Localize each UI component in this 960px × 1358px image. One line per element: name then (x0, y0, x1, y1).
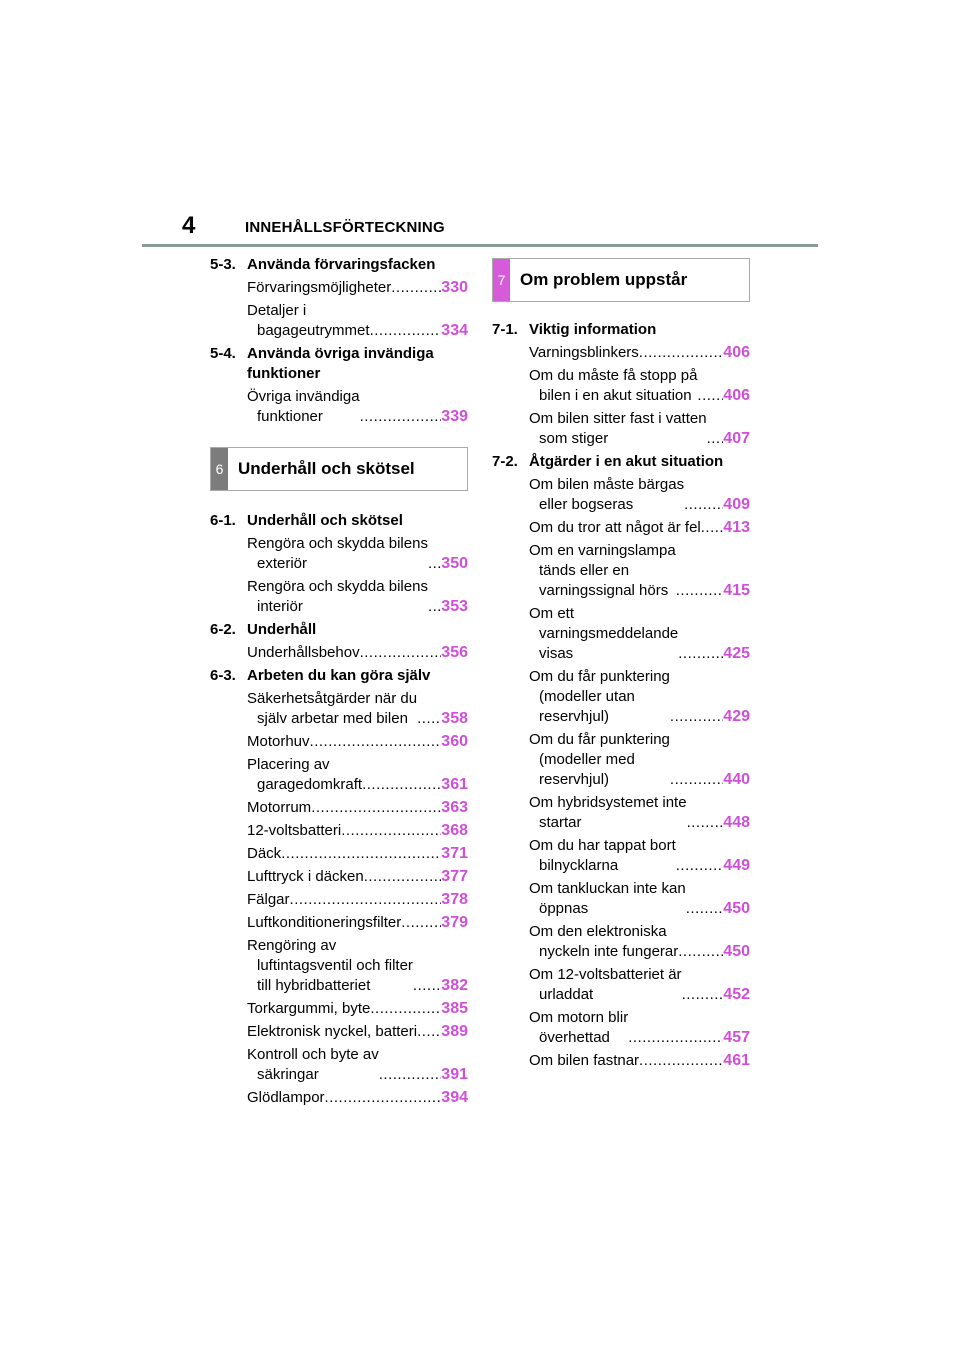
toc-page-link[interactable]: 334 (441, 322, 468, 339)
toc-entry-label: Förvaringsmöjligheter (247, 279, 392, 296)
toc-page-link[interactable]: 394 (441, 1089, 468, 1106)
toc-entry[interactable] (529, 409, 750, 449)
dot-leader (325, 1088, 442, 1108)
toc-page-link[interactable]: 363 (441, 799, 468, 816)
toc-entry[interactable] (247, 890, 468, 910)
toc-entry[interactable] (529, 366, 750, 406)
toc-page-link[interactable]: 358 (441, 710, 468, 727)
dot-leader (701, 518, 724, 538)
toc-entry[interactable] (529, 1008, 750, 1048)
section-number: 5-4. (210, 345, 236, 362)
dot-leader (364, 867, 442, 887)
toc-entry-label: Om ett varningsmeddelande visas (529, 605, 679, 662)
chapter-7-box[interactable] (492, 258, 750, 302)
section-entries (210, 689, 468, 1108)
section-entries (210, 534, 468, 617)
section-title: Använda förvaringsfacken (247, 256, 436, 273)
toc-page-link[interactable]: 406 (723, 344, 750, 361)
toc-entry[interactable] (247, 1022, 468, 1042)
dot-leader (686, 899, 724, 919)
toc-entry[interactable] (247, 913, 468, 933)
toc-entry[interactable] (247, 755, 468, 795)
toc-entry-label: Underhållsbehov (247, 644, 360, 661)
dot-leader (428, 554, 441, 574)
toc-entry-label: Om motorn blir överhettad (529, 1009, 629, 1046)
toc-entry-label: Om du måste få stopp på bilen i en akut situation (529, 367, 698, 404)
toc-entry[interactable] (247, 999, 468, 1019)
toc-entry[interactable] (529, 475, 750, 515)
dot-leader (362, 775, 441, 795)
section-number: 6-3. (210, 667, 236, 684)
toc-page-link[interactable]: 457 (723, 1029, 750, 1046)
chapter-tab: 6 (211, 448, 228, 490)
dot-leader (639, 343, 724, 363)
section-number: 6-1. (210, 512, 236, 529)
toc-entry-label: Glödlampor (247, 1089, 325, 1106)
toc-page-link[interactable]: 449 (723, 857, 750, 874)
toc-entry[interactable] (529, 922, 750, 962)
toc-entry-label: Lufttryck i däcken (247, 868, 364, 885)
dot-leader (401, 913, 441, 933)
toc-entry-label: Kontroll och byte av säkringar (247, 1046, 379, 1083)
toc-entry[interactable] (529, 730, 750, 790)
chapter-title: Underhåll och skötsel (238, 459, 415, 478)
toc-entry-label: Detaljer i bagageutrymmet (247, 302, 370, 339)
dot-leader (360, 643, 442, 663)
toc-entry-label: Motorrum (247, 799, 312, 816)
toc-page-link[interactable]: 356 (441, 644, 468, 661)
toc-page-link[interactable]: 413 (723, 519, 750, 536)
section-title: Arbeten du kan göra själv (247, 667, 431, 684)
dot-leader (678, 644, 723, 664)
toc-entry[interactable] (529, 965, 750, 1005)
dot-leader (413, 976, 441, 996)
section-heading (492, 320, 750, 340)
toc-entry-label: Om du har tappat bort bilnycklarna (529, 837, 676, 874)
dot-leader (678, 942, 723, 962)
toc-entry-label: Om 12-voltsbatteriet är urladdat (529, 966, 682, 1003)
dot-leader (370, 321, 442, 341)
toc-page-link[interactable]: 382 (441, 977, 468, 994)
toc-entry[interactable] (247, 1088, 468, 1108)
toc-entry-label: Om du får punktering (modeller utan reservhjul) (529, 668, 670, 725)
toc-entry-label: Torkargummi, byte (247, 1000, 371, 1017)
dot-leader (360, 407, 442, 427)
chapter-6-box[interactable] (210, 447, 468, 491)
toc-entry-label: Om en varningslampa tänds eller en varningssignal hörs (529, 542, 676, 599)
section-number: 6-2. (210, 621, 236, 638)
toc-page-link[interactable]: 377 (441, 868, 468, 885)
section-title: Viktig information (529, 321, 657, 338)
toc-page-link[interactable]: 407 (723, 430, 750, 447)
toc-page-link[interactable]: 360 (441, 733, 468, 750)
dot-leader (628, 1028, 723, 1048)
dot-leader (290, 890, 442, 910)
toc-entry-label: Om den elektroniska nyckeln inte fungerar (529, 923, 679, 960)
toc-entry[interactable] (247, 821, 468, 841)
dot-leader (428, 597, 441, 617)
dot-leader (311, 798, 441, 818)
section-entries (210, 643, 468, 663)
toc-entry[interactable] (247, 867, 468, 887)
toc-page-link[interactable]: 409 (723, 496, 750, 513)
toc-entry-label: Fälgar (247, 891, 290, 908)
section-heading (492, 452, 750, 472)
toc-entry[interactable] (247, 732, 468, 752)
toc-entry[interactable] (247, 278, 468, 298)
toc-entry[interactable] (529, 518, 750, 538)
toc-entry-label: Om bilen sitter fast i vatten som stiger (529, 410, 707, 447)
toc-page-link[interactable]: 350 (441, 555, 468, 572)
toc-entry[interactable] (529, 793, 750, 833)
section-heading (210, 620, 468, 640)
chapter-tab: 7 (493, 259, 510, 301)
toc-entry-label: Elektronisk nyckel, batteri (247, 1023, 418, 1040)
toc-entry[interactable] (529, 604, 750, 664)
toc-page-link[interactable]: 361 (441, 776, 468, 793)
header-title: INNEHÅLLSFÖRTECKNING (245, 219, 445, 236)
section-title: Underhåll (247, 621, 317, 638)
right-column (492, 252, 750, 1073)
toc-entry-label: Om hybridsystemet inte startar (529, 794, 687, 831)
toc-entry[interactable] (247, 936, 468, 996)
toc-entry-label: Säkerhetsåtgärder när du själv arbetar med bilen (247, 690, 418, 727)
toc-page-link[interactable]: 371 (441, 845, 468, 862)
dot-leader (670, 707, 723, 727)
toc-entry-label: Däck (247, 845, 282, 862)
section-heading (210, 344, 468, 384)
header-divider (142, 244, 818, 247)
toc-entry-label: Rengöra och skydda bilens exteriör (247, 535, 428, 572)
toc-entry-label: Motorhuv (247, 733, 310, 750)
dot-leader (684, 495, 723, 515)
toc-entry[interactable] (529, 343, 750, 363)
toc-entry[interactable] (247, 1045, 468, 1085)
dot-leader (697, 386, 723, 406)
dot-leader (676, 581, 724, 601)
toc-page-link[interactable]: 452 (723, 986, 750, 1003)
section-entries (210, 278, 468, 341)
toc-entry-label: Placering av garagedomkraft (247, 756, 363, 793)
toc-entry[interactable] (247, 643, 468, 663)
dot-leader (676, 856, 724, 876)
dot-leader (370, 999, 441, 1019)
left-column (210, 252, 468, 1110)
toc-entry-label: Rengöring av luftintagsventil och filter till hybridbatteriet (247, 937, 413, 994)
section-title: Åtgärder i en akut situation (529, 453, 724, 470)
toc-page-link[interactable]: 415 (723, 582, 750, 599)
toc-entry-label: Övriga invändiga funktioner (247, 388, 360, 425)
section-heading (210, 666, 468, 686)
toc-entry[interactable] (529, 1051, 750, 1071)
toc-entry-label: 12-voltsbatteri (247, 822, 342, 839)
section-number: 7-1. (492, 321, 518, 338)
toc-entry[interactable] (529, 541, 750, 601)
dot-leader (310, 732, 442, 752)
toc-entry-label: Varningsblinkers (529, 344, 639, 361)
section-title: Använda övriga invändiga funktioner (247, 345, 434, 382)
toc-page-link[interactable]: 379 (441, 914, 468, 931)
toc-entry[interactable] (247, 798, 468, 818)
section-number: 7-2. (492, 453, 518, 470)
toc-page-link[interactable]: 429 (723, 708, 750, 725)
chapter-title: Om problem uppstår (520, 270, 688, 289)
toc-entry[interactable] (247, 387, 468, 427)
toc-page-link[interactable]: 378 (441, 891, 468, 908)
toc-page-link[interactable]: 425 (723, 645, 750, 662)
section-heading (210, 511, 468, 531)
toc-entry[interactable] (247, 844, 468, 864)
toc-entry-label: Rengöra och skydda bilens interiör (247, 578, 428, 615)
toc-page-link[interactable]: 450 (723, 943, 750, 960)
toc-entry-label: Om du får punktering (modeller med reservhjul) (529, 731, 670, 788)
toc-page-link[interactable]: 339 (441, 408, 468, 425)
toc-entry[interactable] (529, 836, 750, 876)
toc-page-link[interactable]: 391 (441, 1066, 468, 1083)
section-entries (210, 387, 468, 427)
toc-entry[interactable] (247, 301, 468, 341)
toc-page-link[interactable]: 461 (723, 1052, 750, 1069)
dot-leader (670, 770, 723, 790)
toc-page-link[interactable]: 368 (441, 822, 468, 839)
toc-page-link[interactable]: 330 (441, 279, 468, 296)
toc-entry[interactable] (529, 667, 750, 727)
toc-page-link[interactable]: 353 (441, 598, 468, 615)
toc-entry-label: Om bilen fastnar (529, 1052, 640, 1069)
toc-entry-label: Luftkonditioneringsfilter (247, 914, 402, 931)
toc-entry[interactable] (247, 689, 468, 729)
toc-page-link[interactable]: 389 (441, 1023, 468, 1040)
dot-leader (417, 1022, 441, 1042)
section-number: 5-3. (210, 256, 236, 273)
toc-entry[interactable] (247, 534, 468, 574)
dot-leader (379, 1065, 442, 1085)
section-title: Underhåll och skötsel (247, 512, 403, 529)
dot-leader (707, 429, 724, 449)
dot-leader (682, 985, 724, 1005)
section-entries (492, 343, 750, 449)
dot-leader (341, 821, 441, 841)
dot-leader (639, 1051, 723, 1071)
toc-page-link[interactable]: 448 (723, 814, 750, 831)
dot-leader (281, 844, 441, 864)
toc-page-link[interactable]: 450 (723, 900, 750, 917)
toc-page-link[interactable]: 385 (441, 1000, 468, 1017)
toc-entry[interactable] (529, 879, 750, 919)
section-entries (492, 475, 750, 1071)
page-number: 4 (182, 212, 196, 239)
toc-page-link[interactable]: 440 (723, 771, 750, 788)
dot-leader (417, 709, 441, 729)
toc-entry-label: Om du tror att något är fel (529, 519, 701, 536)
toc-entry[interactable] (247, 577, 468, 617)
toc-page-link[interactable]: 406 (723, 387, 750, 404)
section-heading (210, 255, 468, 275)
dot-leader (391, 278, 441, 298)
toc-entry-label: Om tankluckan inte kan öppnas (529, 880, 686, 917)
toc-entry-label: Om bilen måste bärgas eller bogseras (529, 476, 685, 513)
dot-leader (687, 813, 724, 833)
